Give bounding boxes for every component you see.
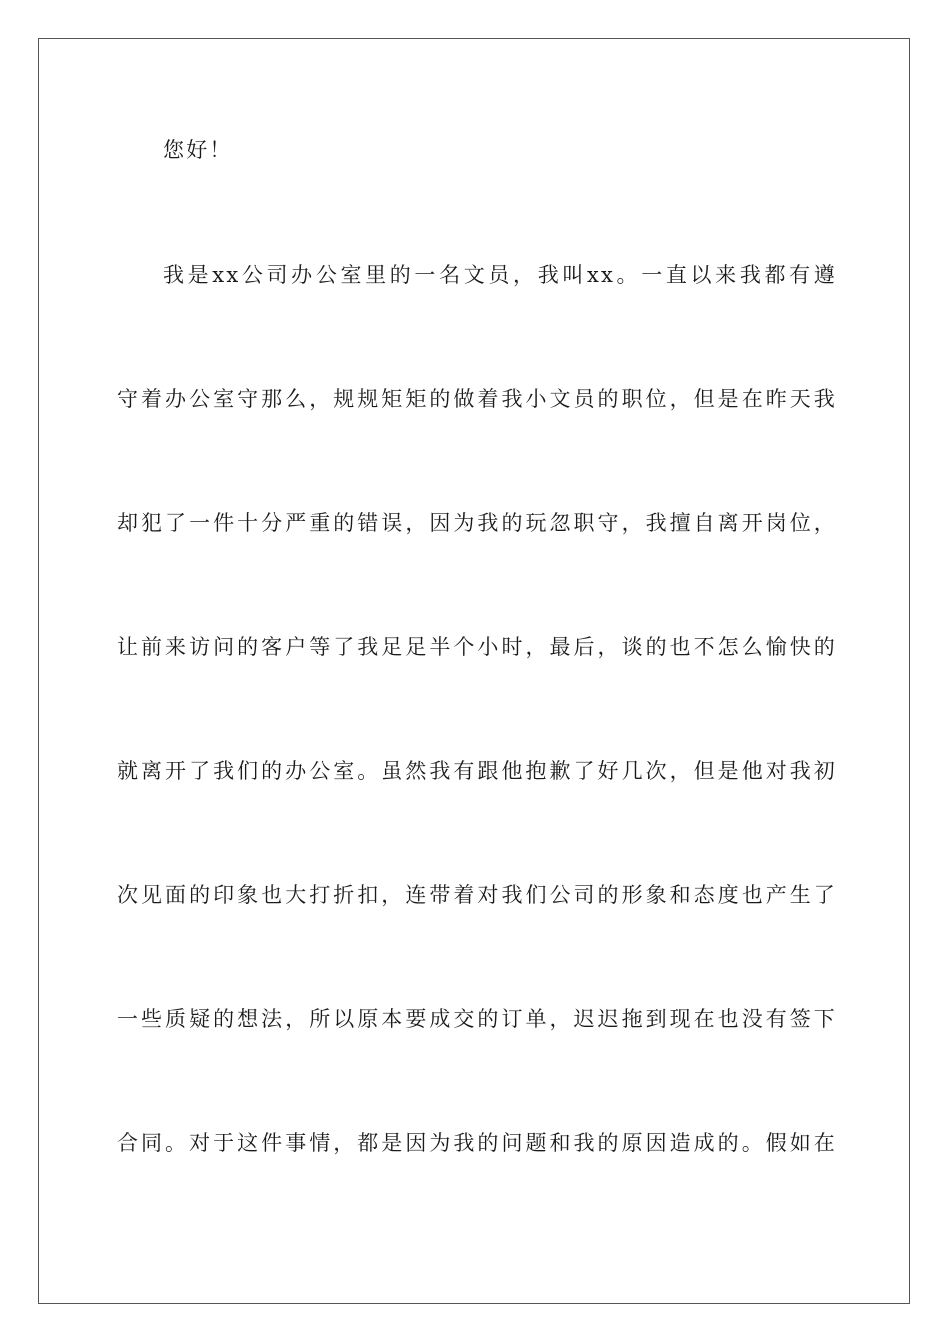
greeting-line: 您好！ — [163, 138, 233, 162]
body-line-3: 却犯了一件十分严重的错误，因为我的玩忽职守，我擅自离开岗位， — [117, 511, 837, 535]
page-border — [38, 38, 910, 1304]
body-line-1: 我是xx公司办公室里的一名文员，我叫xx。一直以来我都有遵 — [163, 263, 837, 287]
body-line-6: 次见面的印象也大打折扣，连带着对我们公司的形象和态度也产生了 — [117, 883, 837, 907]
body-line-2: 守着办公室守那么，规规矩矩的做着我小文员的职位，但是在昨天我 — [117, 387, 837, 411]
body-line-8: 合同。对于这件事情，都是因为我的问题和我的原因造成的。假如在 — [117, 1131, 837, 1155]
body-line-5: 就离开了我们的办公室。虽然我有跟他抱歉了好几次，但是他对我初 — [117, 759, 837, 783]
body-line-7: 一些质疑的想法，所以原本要成交的订单，迟迟拖到现在也没有签下 — [117, 1007, 837, 1031]
body-line-4: 让前来访问的客户等了我足足半个小时，最后，谈的也不怎么愉快的 — [117, 635, 837, 659]
